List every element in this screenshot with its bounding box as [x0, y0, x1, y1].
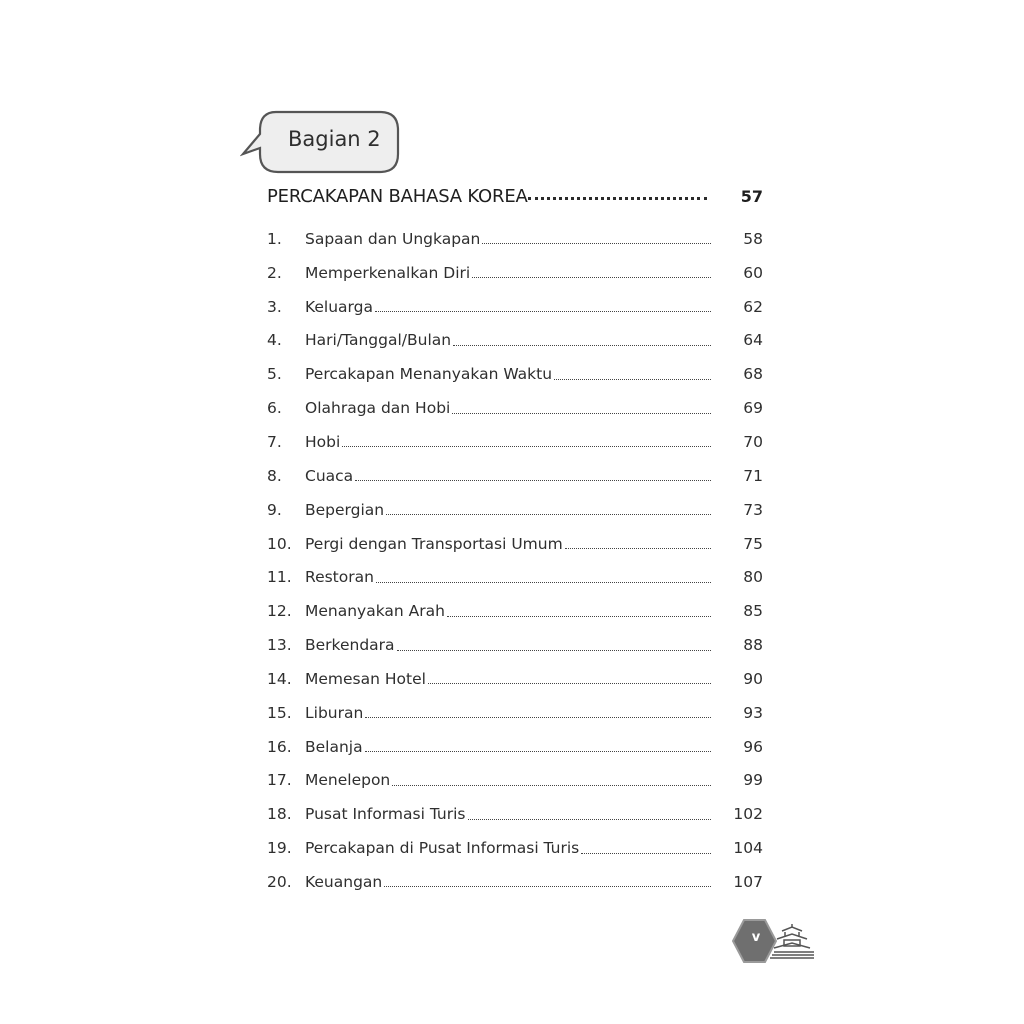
toc-item-number: 14. [267, 669, 292, 688]
toc-item-page: 99 [743, 771, 763, 790]
toc-item[interactable] [267, 662, 763, 696]
toc-item-label: Keuangan [305, 872, 383, 891]
section-bubble [240, 110, 405, 176]
toc-item[interactable] [267, 391, 763, 425]
toc-item-number: 20. [267, 872, 292, 891]
leader-dots [365, 717, 711, 718]
toc-item[interactable] [267, 594, 763, 628]
toc-item-page: 90 [743, 669, 763, 688]
toc-item-page: 60 [743, 263, 763, 282]
toc-item-label: Bepergian [305, 500, 385, 519]
toc-item-label: Hari/Tanggal/Bulan [305, 331, 452, 350]
leader-dots [453, 345, 711, 346]
toc-item-page: 80 [743, 568, 763, 587]
toc-item-label: Pergi dengan Transportasi Umum [305, 534, 563, 553]
toc-heading: PERCAKAPAN BAHASA KOREA [267, 186, 528, 207]
toc-item-number: 4. [267, 331, 282, 350]
toc-item-label: Belanja [305, 737, 363, 756]
toc-item-number: 16. [267, 737, 292, 756]
toc-item-label: Olahraga dan Hobi [305, 399, 451, 418]
leader-dots [355, 480, 711, 481]
toc-item-page: 64 [743, 331, 763, 350]
leader-dots [528, 197, 707, 200]
toc-item-page: 107 [733, 872, 763, 891]
toc-item-label: Percakapan Menanyakan Waktu [305, 365, 553, 384]
toc-item[interactable] [267, 730, 763, 764]
leader-dots [554, 379, 711, 380]
toc-item-number: 8. [267, 466, 282, 485]
toc-item-number: 19. [267, 839, 292, 858]
pagoda-icon [730, 916, 820, 966]
leader-dots [386, 514, 711, 515]
toc-item[interactable] [267, 256, 763, 290]
toc-item-number: 10. [267, 534, 292, 553]
toc-item[interactable] [267, 696, 763, 730]
toc-item-label: Keluarga [305, 297, 373, 316]
toc-item-label: Percakapan di Pusat Informasi Turis [305, 839, 580, 858]
leader-dots [342, 446, 711, 447]
toc-item-page: 96 [743, 737, 763, 756]
toc-item-page: 68 [743, 365, 763, 384]
toc-item[interactable] [267, 357, 763, 391]
toc-item[interactable] [267, 831, 763, 865]
leader-dots [428, 683, 711, 684]
toc-item[interactable] [267, 560, 763, 594]
toc-item[interactable] [267, 764, 763, 798]
toc-item[interactable] [267, 628, 763, 662]
toc-item-number: 9. [267, 500, 282, 519]
toc-item-page: 75 [743, 534, 763, 553]
toc-item[interactable] [267, 290, 763, 324]
toc-item-label: Sapaan dan Ungkapan [305, 229, 481, 248]
toc-item-page: 104 [733, 839, 763, 858]
toc-item-number: 3. [267, 297, 282, 316]
toc-item-label: Memperkenalkan Diri [305, 263, 471, 282]
leader-dots [384, 886, 711, 887]
leader-dots [392, 785, 711, 786]
toc-item-page: 69 [743, 399, 763, 418]
toc-item[interactable] [267, 222, 763, 256]
toc-item[interactable] [267, 865, 763, 899]
leader-dots [581, 853, 711, 854]
leader-dots [482, 243, 711, 244]
toc-item[interactable] [267, 797, 763, 831]
leader-dots [375, 311, 711, 312]
toc-item-number: 7. [267, 432, 282, 451]
toc-item-label: Menelepon [305, 771, 391, 790]
toc-item-page: 71 [743, 466, 763, 485]
toc-item-label: Cuaca [305, 466, 354, 485]
page-numeral: v [751, 930, 761, 945]
toc-item-label: Restoran [305, 568, 374, 587]
toc-item[interactable] [267, 425, 763, 459]
leader-dots [565, 548, 711, 549]
leader-dots [472, 277, 711, 278]
toc-item-number: 11. [267, 568, 292, 587]
toc-item-number: 17. [267, 771, 292, 790]
toc-item-page: 88 [743, 636, 763, 655]
toc-item-page: 58 [743, 229, 763, 248]
toc-item[interactable] [267, 324, 763, 358]
toc-item-number: 1. [267, 229, 282, 248]
toc-item[interactable] [267, 459, 763, 493]
toc-item[interactable] [267, 527, 763, 561]
leader-dots [376, 582, 711, 583]
toc-item-label: Berkendara [305, 636, 395, 655]
toc-heading-page: 57 [740, 187, 763, 206]
toc-item-number: 15. [267, 703, 292, 722]
page-number-badge [730, 916, 820, 966]
toc-item-number: 12. [267, 602, 292, 621]
toc-item-number: 13. [267, 636, 292, 655]
toc-item-label: Memesan Hotel [305, 669, 426, 688]
leader-dots [447, 616, 711, 617]
toc-item-page: 70 [743, 432, 763, 451]
toc-item[interactable] [267, 493, 763, 527]
toc-item-label: Pusat Informasi Turis [305, 805, 466, 824]
leader-dots [452, 413, 711, 414]
toc-item-page: 102 [733, 805, 763, 824]
toc-list [267, 222, 763, 899]
leader-dots [397, 650, 711, 651]
toc-item-page: 73 [743, 500, 763, 519]
toc-item-page: 93 [743, 703, 763, 722]
toc-item-number: 5. [267, 365, 282, 384]
section-label: Bagian 2 [288, 127, 381, 151]
leader-dots [468, 819, 711, 820]
toc-item-number: 18. [267, 805, 292, 824]
leader-dots [365, 751, 711, 752]
toc-heading-row[interactable] [267, 186, 763, 212]
toc-item-page: 62 [743, 297, 763, 316]
toc-item-label: Hobi [305, 432, 341, 451]
toc-item-label: Liburan [305, 703, 364, 722]
toc-item-number: 2. [267, 263, 282, 282]
toc-item-page: 85 [743, 602, 763, 621]
toc-item-number: 6. [267, 399, 282, 418]
toc-item-label: Menanyakan Arah [305, 602, 445, 621]
